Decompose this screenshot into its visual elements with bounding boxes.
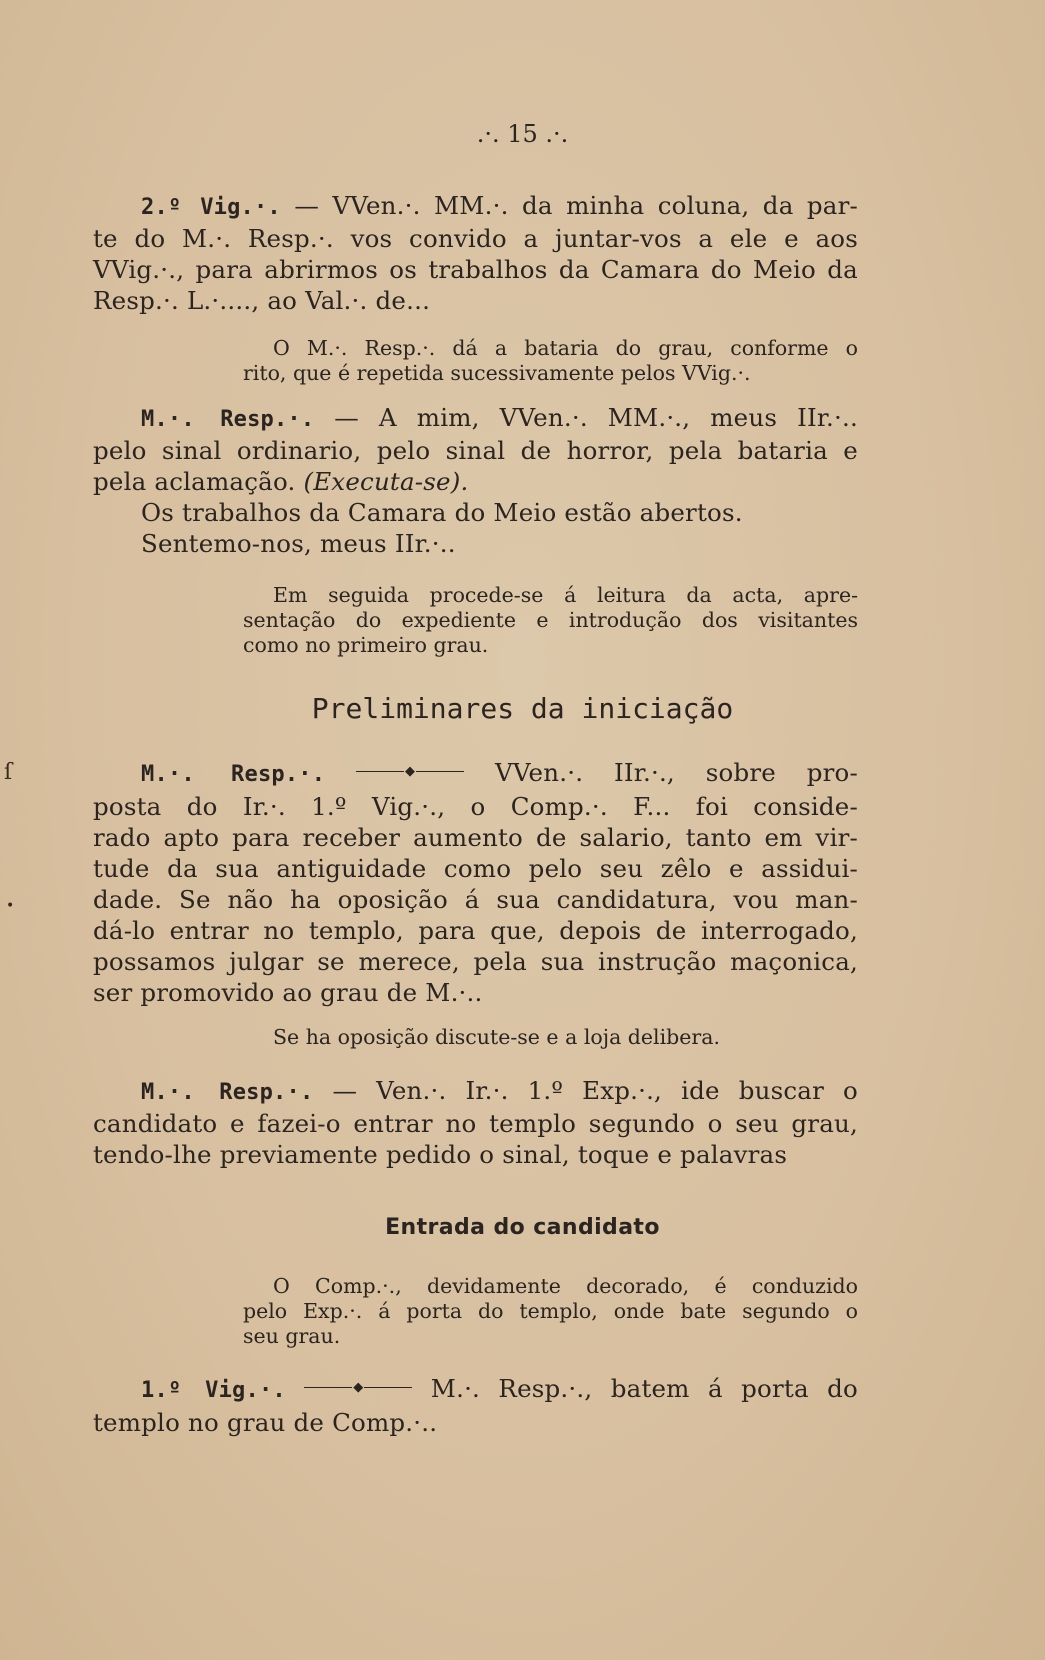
text-line: pela aclamação. (Executa-se).	[93, 467, 469, 496]
text-line: sentação do expediente e introdução dos visitantes	[243, 608, 858, 632]
text-line: pelo Exp.·. á porta do templo, onde bate segundo o	[243, 1299, 858, 1323]
text-line: 1.º Vig.·. ◆ M.·. Resp.·., batem á porta do	[93, 1373, 858, 1407]
speaker-label: 1.º Vig.·.	[141, 1378, 286, 1403]
text-line: dade. Se não ha oposição á sua candidatura, vou man-	[93, 885, 858, 914]
speaker-label: M.·. Resp.·.	[141, 762, 326, 787]
ornamental-dash: ◆	[304, 1370, 412, 1403]
text-line: Se ha oposição discute-se e a loja delibera.	[273, 1025, 720, 1049]
ornamental-dash: ◆	[356, 754, 464, 787]
margin-ink-mark: ſ	[4, 760, 13, 785]
text-line: M.·. Resp.·. — A mim, VVen.·. MM.·., meus IIr.·..	[141, 403, 859, 432]
text-line: templo no grau de Comp.·..	[93, 1408, 438, 1437]
text-line: ser promovido ao grau de M.·..	[93, 978, 483, 1007]
speaker-label: 2.º Vig.·.	[141, 195, 281, 220]
stage-direction-opposition	[273, 1025, 858, 1050]
text-line: tendo-lhe previamente pedido o sinal, toque e palavras	[93, 1140, 788, 1169]
text-line: rado apto para receber aumento de salario, tanto em vir-	[93, 823, 858, 852]
margin-ink-dot: •	[6, 898, 15, 914]
text-line: VVig.·., para abrirmos os trabalhos da Camara do Meio da	[93, 255, 858, 284]
paragraph-master-proposal	[93, 757, 858, 1008]
text-line: candidato e fazei-o entrar no templo segundo o seu grau,	[93, 1109, 858, 1138]
text-line: M.·. Resp.·. — Ven.·. Ir.·. 1.º Exp.·., ide buscar o	[141, 1076, 858, 1105]
page-number: .·. 15 .·.	[476, 120, 569, 148]
text-line: possamos julgar se merece, pela sua instrução maçonica,	[93, 947, 858, 976]
section-heading-preliminaries: Preliminares da iniciação	[311, 692, 734, 725]
paragraph-second-warden	[93, 190, 858, 316]
text-line: seu grau.	[243, 1324, 341, 1348]
text-line: 2.º Vig.·. — VVen.·. MM.·. da minha coluna, da par-	[141, 191, 858, 220]
text-line: te do M.·. Resp.·. vos convido a juntar-vos a ele e aos	[93, 224, 858, 253]
stage-direction-reading	[243, 583, 858, 658]
text-line: como no primeiro grau.	[243, 633, 489, 657]
text-line: posta do Ir.·. 1.º Vig.·., o Comp.·. F... foi conside-	[93, 792, 858, 821]
paragraph-master-expert	[93, 1075, 858, 1170]
section-heading-entrance: Entrada do candidato	[385, 1215, 660, 1240]
text-line: Em seguida procede-se á leitura da acta, apre-	[273, 583, 858, 607]
text-line: rito, que é repetida sucessivamente pelos VVig.·.	[243, 361, 751, 385]
stage-direction-candidate	[243, 1274, 858, 1349]
text-line: Resp.·. L.·...., ao Val.·. de...	[93, 286, 431, 315]
text-line: Os trabalhos da Camara do Meio estão abertos.	[141, 498, 743, 527]
speaker-label: M.·. Resp.·.	[141, 1080, 314, 1105]
stage-direction-bataria	[243, 336, 858, 386]
text-line: Sentemo-nos, meus IIr.·..	[141, 529, 456, 558]
text-line: pelo sinal ordinario, pelo sinal de horror, pela bataria e	[93, 436, 858, 465]
text-line: dá-lo entrar no templo, para que, depois de interrogado,	[93, 916, 858, 945]
text-line: O M.·. Resp.·. dá a bataria do grau, conforme o	[273, 336, 858, 360]
text-line: M.·. Resp.·. ◆ VVen.·. IIr.·., sobre pro-	[93, 757, 858, 791]
speaker-label: M.·. Resp.·.	[141, 407, 315, 432]
paragraph-master-opening	[93, 402, 858, 559]
italic-direction: (Executa-se).	[303, 467, 469, 496]
text-line: tude da sua antiguidade como pelo seu zêlo e assidui-	[93, 854, 858, 883]
text-line: O Comp.·., devidamente decorado, é conduzido	[273, 1274, 858, 1298]
paragraph-first-warden	[93, 1373, 858, 1438]
